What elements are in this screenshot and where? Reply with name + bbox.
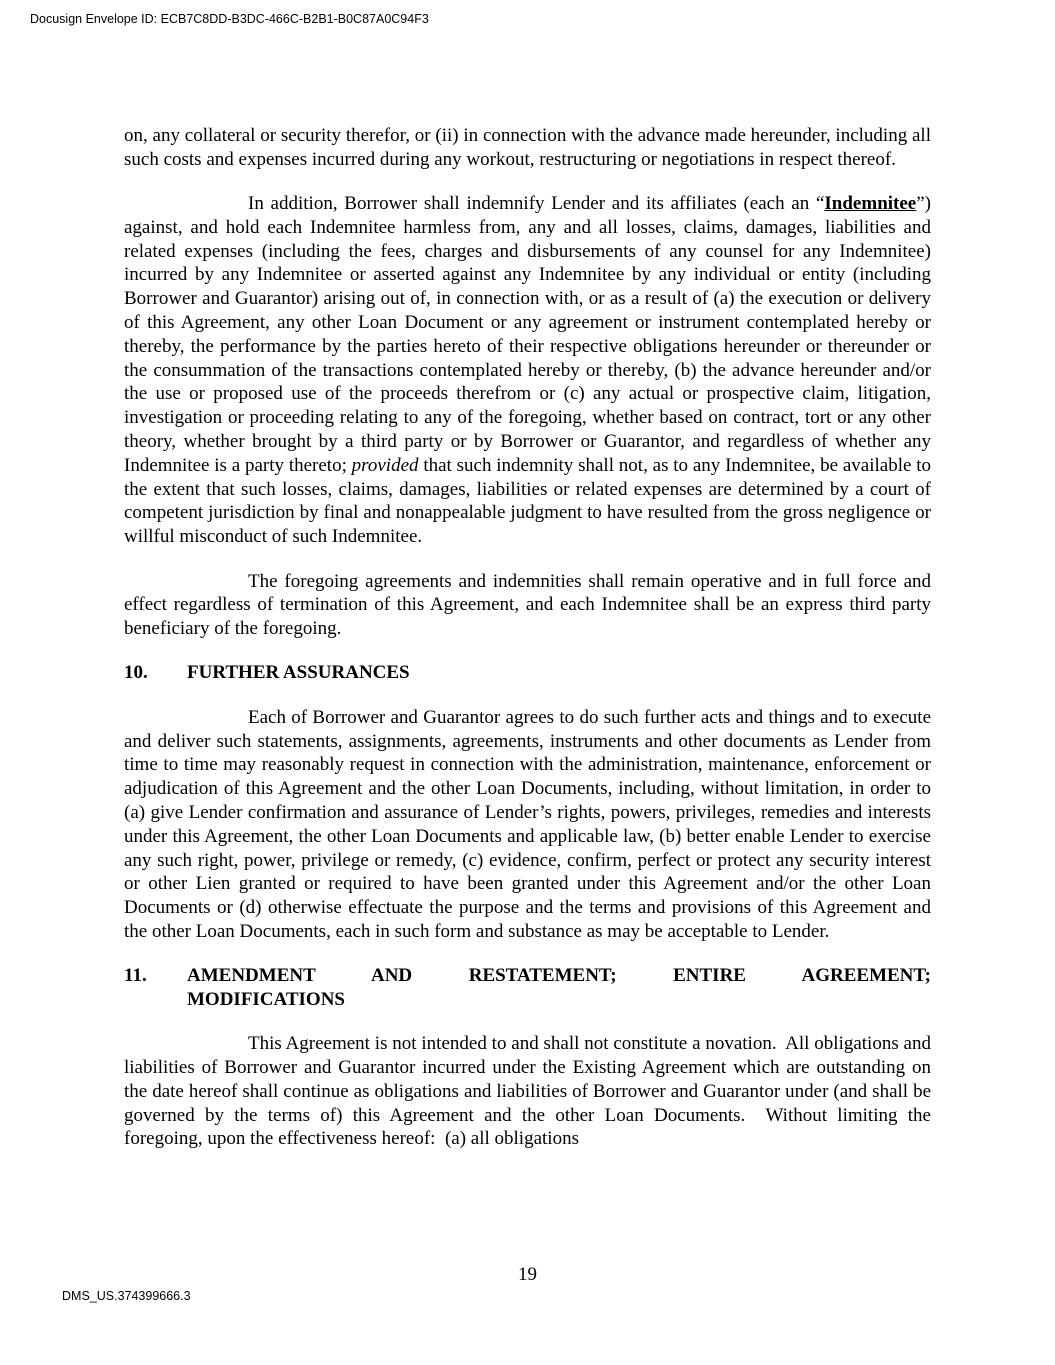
indemnification-text-end: that such indemnity shall not, as to any Indemnitee, be available to the extent that such losses, claims, damages, liabilities or related expenses are determined by a court of competent jurisdiction by final and nonappealable judgment to have resulted from the gross negligence or willful misconduct of such Indemnitee.: [124, 454, 932, 548]
proviso-italic: provided: [351, 454, 419, 476]
paragraph-indemnification: [124, 192, 931, 549]
document-body: [124, 124, 931, 1151]
section-10-title: FURTHER ASSURANCES: [187, 662, 410, 684]
defined-term-indemnitee: Indemnitee: [824, 193, 917, 215]
section-11-title-line2: MODIFICATIONS: [187, 989, 345, 1010]
section-10-paragraph: Each of Borrower and Guarantor agrees to do such further acts and things and to execute and deliver such statements, assignments, agreements, instruments and other documents as Lender from time to time may reasonably request in connection with the administration, maintenance, enforcement or adjudication of this Agreement and the other Loan Documents, including, without limitation, in order to (a) give Lender confirmation and assurance of Lender’s rights, powers, privileges, remedies and interests under this Agreement, the other Loan Documents and applicable law, (b) better enable Lender to exercise any such right, power, privilege or remedy, (c) evidence, confirm, perfect or protect any security interest or other Lien granted or required to have been granted under this Agreement and/or the other Loan Documents or (d) otherwise effectuate the purpose and the terms and provisions of this Agreement and the other Loan Documents, each in such form and substance as may be acceptable to Lender.: [124, 706, 931, 942]
section-11-number: 11.: [124, 965, 147, 987]
section-10-number: 10.: [124, 662, 148, 684]
indemnification-text-middle: ”) against, and hold each Indemnitee harmless from, any and all losses, claims, damages, liabilities and related expenses (including the fees, charges and disbursements of any counsel for any Indemnitee) incurred by any Indemnitee or asserted against any Indemnitee by any individual or entity (including Borrower and Guarantor) arising out of, in connection with, or as a result of (a) the execution or delivery of this Agreement, any other Loan Document or any agreement or instrument contemplated hereby or thereby, the performance by the parties hereto of their respective obligations hereunder or thereunder or the consummation of the transactions contemplated hereby or thereby, (b) the advance hereunder and/or the use or proposed use of the proceeds therefrom or (c) any actual or prospective claim, litigation, investigation or proceeding relating to any of the foregoing, whether based on contract, tort or any other theory, whether brought by a third party or by Borrower or Guarantor, and regardless of whether any Indemnitee is a party thereto;: [124, 193, 931, 476]
section-10-heading: [124, 661, 931, 685]
envelope-id: Docusign Envelope ID: ECB7C8DD-B3DC-466C-B2B1-B0C87A0C94F3: [30, 12, 429, 26]
paragraph-survival: The foregoing agreements and indemnities shall remain operative and in full force and effect regardless of termination of this Agreement, and each Indemnitee shall be an express third party beneficiary of the foregoing.: [124, 570, 931, 640]
document-id-footer: DMS_US.374399666.3: [62, 1289, 191, 1303]
paragraph-costs: on, any collateral or security therefor, or (ii) in connection with the advance made hereunder, including all such costs and expenses incurred during any workout, restructuring or negotiations in respect thereof.: [124, 125, 931, 170]
section-11-heading: [124, 964, 931, 1012]
section-11-title-line1: AMENDMENT AND RESTATEMENT; ENTIRE AGREEMENT;: [187, 965, 931, 987]
page-number: 19: [518, 1264, 537, 1285]
section-11-title-block: [187, 964, 931, 1012]
indemnification-text-start: In addition, Borrower shall indemnify Lender and its affiliates (each an “: [248, 193, 825, 215]
section-11-paragraph: This Agreement is not intended to and shall not constitute a novation. All obligations and liabilities of Borrower and Guarantor incurred under the Existing Agreement which are outstanding on the date hereof shall continue as obligations and liabilities of Borrower and Guarantor under (and shall be governed by the terms of) this Agreement and the other Loan Documents. Without limiting the foregoing, upon the effectiveness hereof: (a) all obligations: [124, 1033, 931, 1150]
